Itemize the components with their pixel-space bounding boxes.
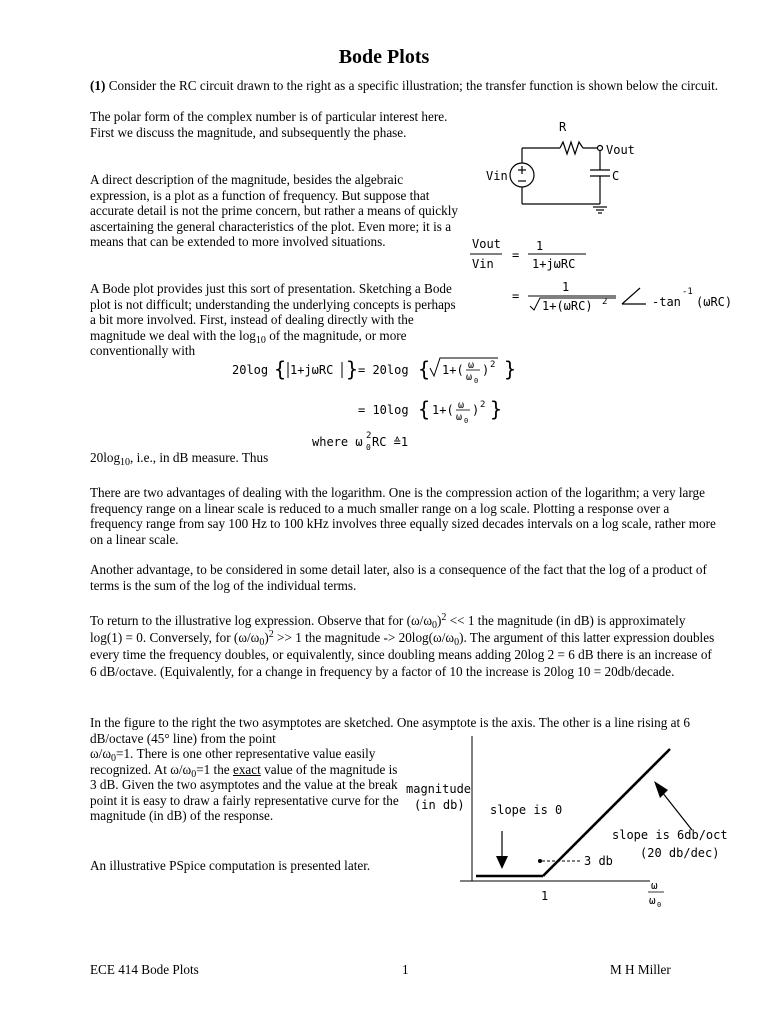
asym-a-sup: 2 xyxy=(441,612,447,623)
where-sup: 2 xyxy=(366,431,372,441)
asym-b: << 1 the magnitude (in dB) is approximately log(1) = 0. Conversely, for (ω/ω xyxy=(90,613,686,645)
asym-c-sub: 0 xyxy=(454,637,460,648)
tf-phase-sup: -1 xyxy=(682,287,693,297)
xlabel-omega0-sub: 0 xyxy=(657,901,662,909)
item-number: (1) xyxy=(90,78,106,93)
label-slope0: slope is 0 xyxy=(490,803,563,817)
asym-a2: ) xyxy=(437,613,442,628)
eq1-omega0: ω xyxy=(466,372,473,383)
vout-terminal xyxy=(598,146,603,151)
xlabel-omega0: ω xyxy=(649,894,656,907)
label-slope20: (20 db/dec) xyxy=(640,846,720,860)
log-equations xyxy=(228,352,528,454)
ylabel-in-db: (in db) xyxy=(414,798,465,812)
eq1-lhs: 20log xyxy=(232,363,269,377)
label-3db: 3 db xyxy=(584,854,613,868)
fig-l3: value of the magnitude is 3 dB. Given the two asymptotes and the value at the break point it is easy to draw a fairly representative curve for the magnitude (in dB) of the response. xyxy=(90,761,399,824)
ylabel-magnitude: magnitude xyxy=(406,782,472,796)
eq1-equals: = 20log xyxy=(358,363,409,377)
rc-circuit-diagram xyxy=(480,118,650,218)
paragraph-intro xyxy=(90,78,720,94)
footer-right: M H Miller xyxy=(610,962,671,977)
asym-b2: ) xyxy=(264,630,269,645)
xlabel-omega: ω xyxy=(651,879,658,892)
tf-denominator-2: 1+(ωRC) xyxy=(542,299,593,313)
eq1-omega: ω xyxy=(468,360,475,371)
asym-c: >> 1 the magnitude -> 20log(ω/ω xyxy=(273,630,455,645)
eq2-omega0-sub: 0 xyxy=(464,417,469,425)
bode-asymptote-plot xyxy=(400,736,730,916)
eq2-equals: = 10log xyxy=(358,403,409,417)
description-text: A direct description of the magnitude, besides the algebraic expression, is a plot as a function of frequency. But suppose that accurate detail is not the prime concern, but rather a means of quickly ascertaining the general characteristics of the plot. Even more; it is a means that can be extended to more involved situations. xyxy=(90,172,459,250)
tf-lhs-numerator: Vout xyxy=(472,237,501,251)
eq2-sup: 2 xyxy=(480,400,486,410)
eq1-radicand: 1+( xyxy=(442,363,464,377)
asym-d: ). The argument of this latter expression doubles every time the frequency doubles, or equivalently, since doubling means adding 20log 2 = 6 dB there is an increase of 6 dB/octave. (Equivalently, for a change in frequency by a factor of 10 the increase is 20log 10 = 20db/decade. xyxy=(90,630,715,679)
footer-left: ECE 414 Bode Plots xyxy=(90,962,199,977)
db-text-b: , i.e., in dB measure. Thus xyxy=(130,450,269,465)
paragraph-description xyxy=(90,172,460,250)
fig-exact: exact xyxy=(232,761,261,777)
tf-numerator-2: 1 xyxy=(562,280,570,294)
where-sub: 0 xyxy=(366,443,371,452)
paragraph-another-advantage xyxy=(90,562,720,593)
eq1-inner: 1+jωRC xyxy=(290,363,334,377)
bode-intro-b: of the magnitude, or more conventionally with xyxy=(90,327,407,359)
advantages-text: There are two advantages of dealing with the logarithm. One is the compression action of the logarithm; a very large frequency range on a linear scale is reduced to a much smaller range on a log scale. Plotting a response over a frequency range from say 100 Hz to 100 kHz involves three equally sized decades intervals on a log scale, rather more on a linear scale. xyxy=(90,485,716,547)
paragraph-polar xyxy=(90,109,460,140)
paragraph-asymptote-analysis xyxy=(90,612,720,680)
asym-a: To return to the illustrative log expression. Observe that for (ω/ω xyxy=(90,613,433,628)
eq2-close: ) xyxy=(472,403,480,417)
slope6-arrowhead-icon xyxy=(654,781,668,798)
capacitor-label: C xyxy=(612,169,620,183)
pspice-text: An illustrative PSpice computation is presented later. xyxy=(90,858,371,873)
asym-b-sub: 0 xyxy=(259,637,265,648)
fig-l1a: ω/ω xyxy=(90,746,112,761)
bode-intro-a: A Bode plot provides just this sort of presentation. Sketching a Bode plot is not difficult; understanding the underlying concepts is perhaps a bit more involved. First, instead of dealing directly with the magnitude we deal with the log xyxy=(90,281,456,343)
eq1-sup: 2 xyxy=(490,360,496,370)
eq1-brace2-open-icon: { xyxy=(418,357,431,381)
polar-text: The polar form of the complex number is of particular interest here. First we discuss the magnitude, and subsequently the phase. xyxy=(90,109,448,140)
eq1-omega0-sub: 0 xyxy=(474,377,479,385)
figure-text-full: In the figure to the right the two asymptotes are sketched. One asymptote is the axis. The other is a line rising at 6 dB/octave (45° line) from the point xyxy=(90,715,691,746)
intro-text: Consider the RC circuit drawn to the right as a specific illustration; the transfer function is shown below the circuit. xyxy=(105,78,719,93)
eq2-brace-close-icon: } xyxy=(490,397,503,421)
asym-b-sup: 2 xyxy=(268,629,274,640)
vout-label: Vout xyxy=(606,143,635,157)
page-title: Bode Plots xyxy=(338,46,430,68)
eq1-close: ) xyxy=(482,363,490,377)
eq2-brace-open-icon: { xyxy=(418,397,431,421)
where-rest: RC ≙1 xyxy=(372,435,409,449)
eq2-omega0: ω xyxy=(456,412,463,423)
paragraph-figure-description-cont xyxy=(90,746,405,824)
tf-denominator-1: 1+jωRC xyxy=(532,257,576,271)
paragraph-pspice xyxy=(90,858,390,874)
eq1-brace-open-icon: { xyxy=(274,357,287,381)
tf-denominator-2-sup: 2 xyxy=(602,297,608,307)
eq1-brace-close-icon: } xyxy=(346,357,359,381)
fig-l1b: =1. There is one other representative value easily recognized. At ω/ω xyxy=(90,746,376,777)
tf-equals-2: = xyxy=(512,289,520,303)
paragraph-db xyxy=(90,450,720,466)
paragraph-advantages xyxy=(90,485,720,547)
resistor-label: R xyxy=(559,120,567,134)
tf-phase: -tan xyxy=(652,295,681,309)
fig-l1sub: 0 xyxy=(111,753,117,764)
eq2-omega: ω xyxy=(458,400,465,411)
xtick-1: 1 xyxy=(541,889,549,903)
eq2-a: 1+( xyxy=(432,403,454,417)
phase-angle-icon xyxy=(622,288,640,304)
tf-numerator-1: 1 xyxy=(536,239,544,253)
eq1-brace2-close-icon: } xyxy=(504,357,517,381)
log-subscript: 10 xyxy=(255,334,266,346)
where-text: where ω xyxy=(312,435,363,449)
another-advantage-text: Another advantage, to be considered in some detail later, also is a consequence of the fact that the log of a product of terms is the sum of the log of the individual terms. xyxy=(90,562,707,593)
slope0-arrowhead-icon xyxy=(496,856,508,869)
fig-l2sub: 0 xyxy=(191,768,197,780)
asym-a-sub: 0 xyxy=(432,620,438,631)
3db-point xyxy=(538,859,542,863)
db-subscript: 10 xyxy=(120,457,131,468)
tf-equals-1: = xyxy=(512,248,520,262)
label-slope6: slope is 6db/oct xyxy=(612,828,728,842)
fig-l2b: =1 the xyxy=(196,761,233,777)
tf-phase-arg: (ωRC) xyxy=(696,295,733,309)
tf-lhs-denominator: Vin xyxy=(472,257,494,271)
vin-label: Vin xyxy=(486,169,508,183)
transfer-function xyxy=(466,234,746,316)
db-text-a: 20log xyxy=(90,450,121,465)
footer-page-number: 1 xyxy=(402,962,409,977)
slope6-arrow-icon xyxy=(662,792,692,830)
